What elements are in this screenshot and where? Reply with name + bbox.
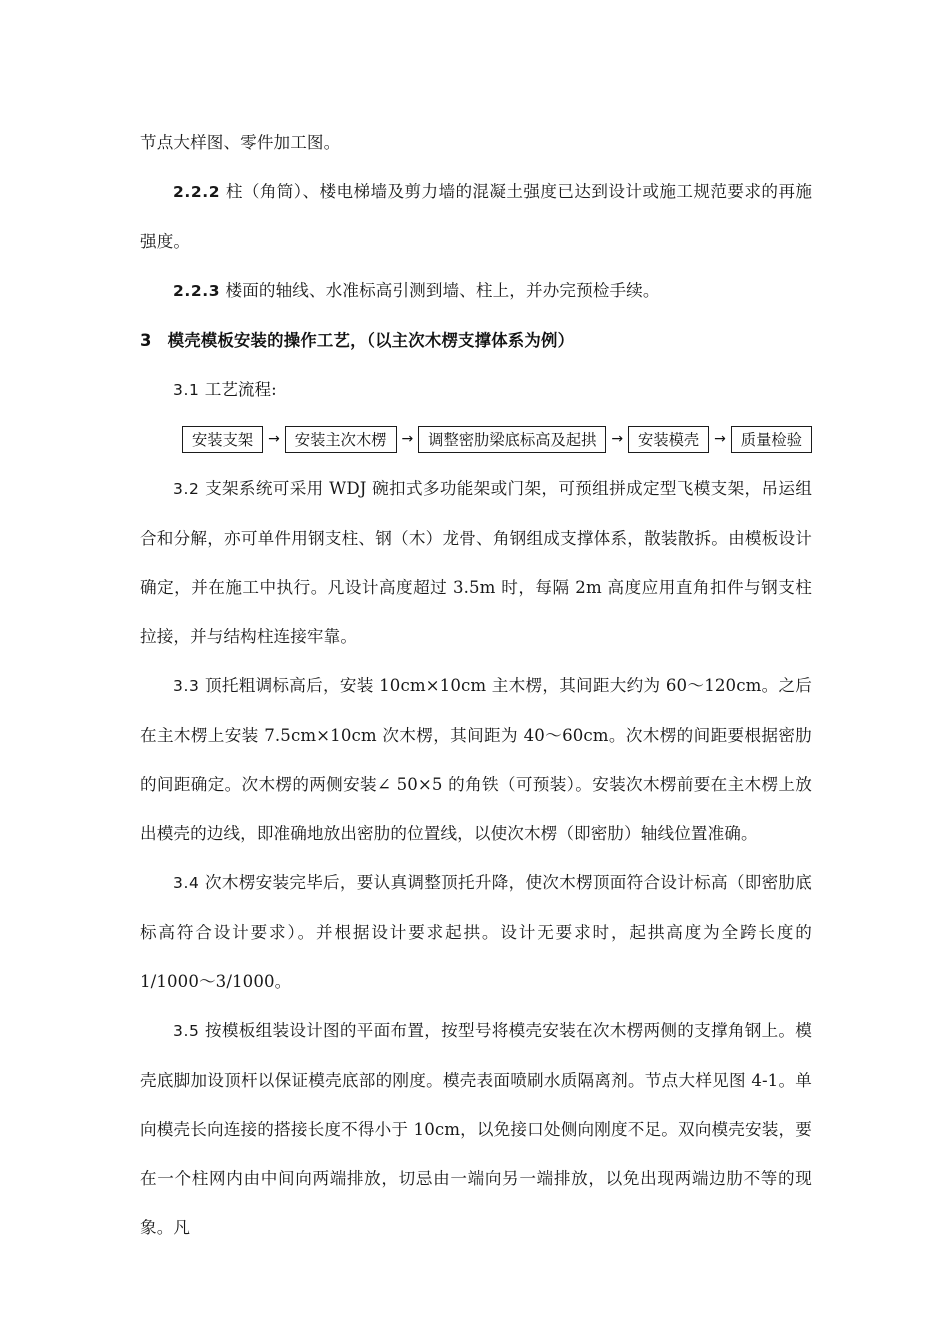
section-title: 模壳模板安装的操作工艺，（以主次木楞支撑体系为例）: [167, 331, 575, 350]
paragraph-text: 按模板组装设计图的平面布置，按型号将模壳安装在次木楞两侧的支撑角钢上。模壳底脚加设顶杆以保证模壳底部的刚度。模壳表面喷刷水质隔离剂。节点大样见图 4-1。单向模壳长向连接的搭接长度不得小于 10cm，以免接口处侧向刚度不足。双向模壳安装，要在一个柱网内由中间向两端排放，切忌由一端向另一端排放，以免出现两端边肋不等的现象。凡: [140, 1021, 812, 1237]
process-flow-diagram: [182, 415, 812, 464]
clause-number-3-3: 3.3: [173, 677, 200, 695]
flow-arrow-icon: →: [714, 431, 726, 447]
paragraph-2-2-2: [140, 167, 812, 266]
subsection-label-3-1: [140, 365, 812, 415]
paragraph-2-2-3: [140, 266, 812, 316]
paragraph-3-2: [140, 464, 812, 661]
paragraph-text: 次木楞安装完毕后，要认真调整顶托升降，使次木楞顶面符合设计标高（即密肋底标高符合设计要求）。并根据设计要求起拱。设计无要求时，起拱高度为全跨长度的 1/1000～3/1000。: [140, 873, 812, 991]
section-number: 3: [140, 331, 152, 350]
flow-arrow-icon: →: [268, 431, 280, 447]
flow-step-1: 安装支架: [182, 426, 263, 453]
flow-step-3: 调整密肋梁底标高及起拱: [418, 426, 606, 453]
paragraph-text: 楼面的轴线、水准标高引测到墙、柱上，并办完预检手续。: [225, 281, 660, 300]
subsection-number-3-1: 3.1: [173, 381, 200, 399]
flow-arrow-icon: →: [611, 431, 624, 447]
paragraph-text: 节点大样图、零件加工图。: [140, 133, 341, 152]
paragraph-text: 顶托粗调标高后，安装 10cm×10cm 主木楞，其间距大约为 60～120cm。之后在主木楞上安装 7.5cm×10cm 次木楞，其间距为 40～60cm。次木楞的间距要根据密肋的间距确定。次木楞的两侧安装∠ 50×5 的角铁（可预装）。安装次木楞前要在主木楞上放出模壳的边线，即准确地放出密肋的位置线，以使次木楞（即密肋）轴线位置准确。: [140, 676, 812, 843]
paragraph-text: 柱（角筒）、楼电梯墙及剪力墙的混凝土强度已达到设计或施工规范要求的再施强度。: [140, 182, 813, 251]
flow-step-5: 质量检验: [731, 426, 812, 453]
section-heading-3: [140, 316, 812, 365]
paragraph-2-2-1-continuation: [140, 118, 812, 167]
paragraph-text: 支架系统可采用 WDJ 碗扣式多功能架或门架，可预组拼成定型飞模支架，吊运组合和分解，亦可单件用钢支柱、钢（木）龙骨、角钢组成支撑体系，散装散拆。由模板设计确定，并在施工中执行。凡设计高度超过 3.5m 时，每隔 2m 高度应用直角扣件与钢支柱拉接，并与结构柱连接牢靠。: [140, 479, 813, 646]
flow-step-2: 安装主次木楞: [285, 426, 397, 453]
clause-number-2-2-3: 2.2.3: [173, 282, 221, 300]
flow-step-4: 安装模壳: [628, 426, 709, 453]
flow-arrow-icon: →: [401, 431, 414, 447]
paragraph-3-5: [140, 1006, 812, 1252]
paragraph-3-4: [140, 858, 812, 1006]
clause-number-3-2: 3.2: [173, 480, 200, 498]
subsection-title: 工艺流程:: [204, 380, 277, 399]
paragraph-3-3: [140, 661, 812, 858]
page-content: [140, 118, 812, 1252]
clause-number-3-4: 3.4: [173, 874, 200, 892]
clause-number-2-2-2: 2.2.2: [173, 183, 221, 201]
clause-number-3-5: 3.5: [173, 1022, 200, 1040]
